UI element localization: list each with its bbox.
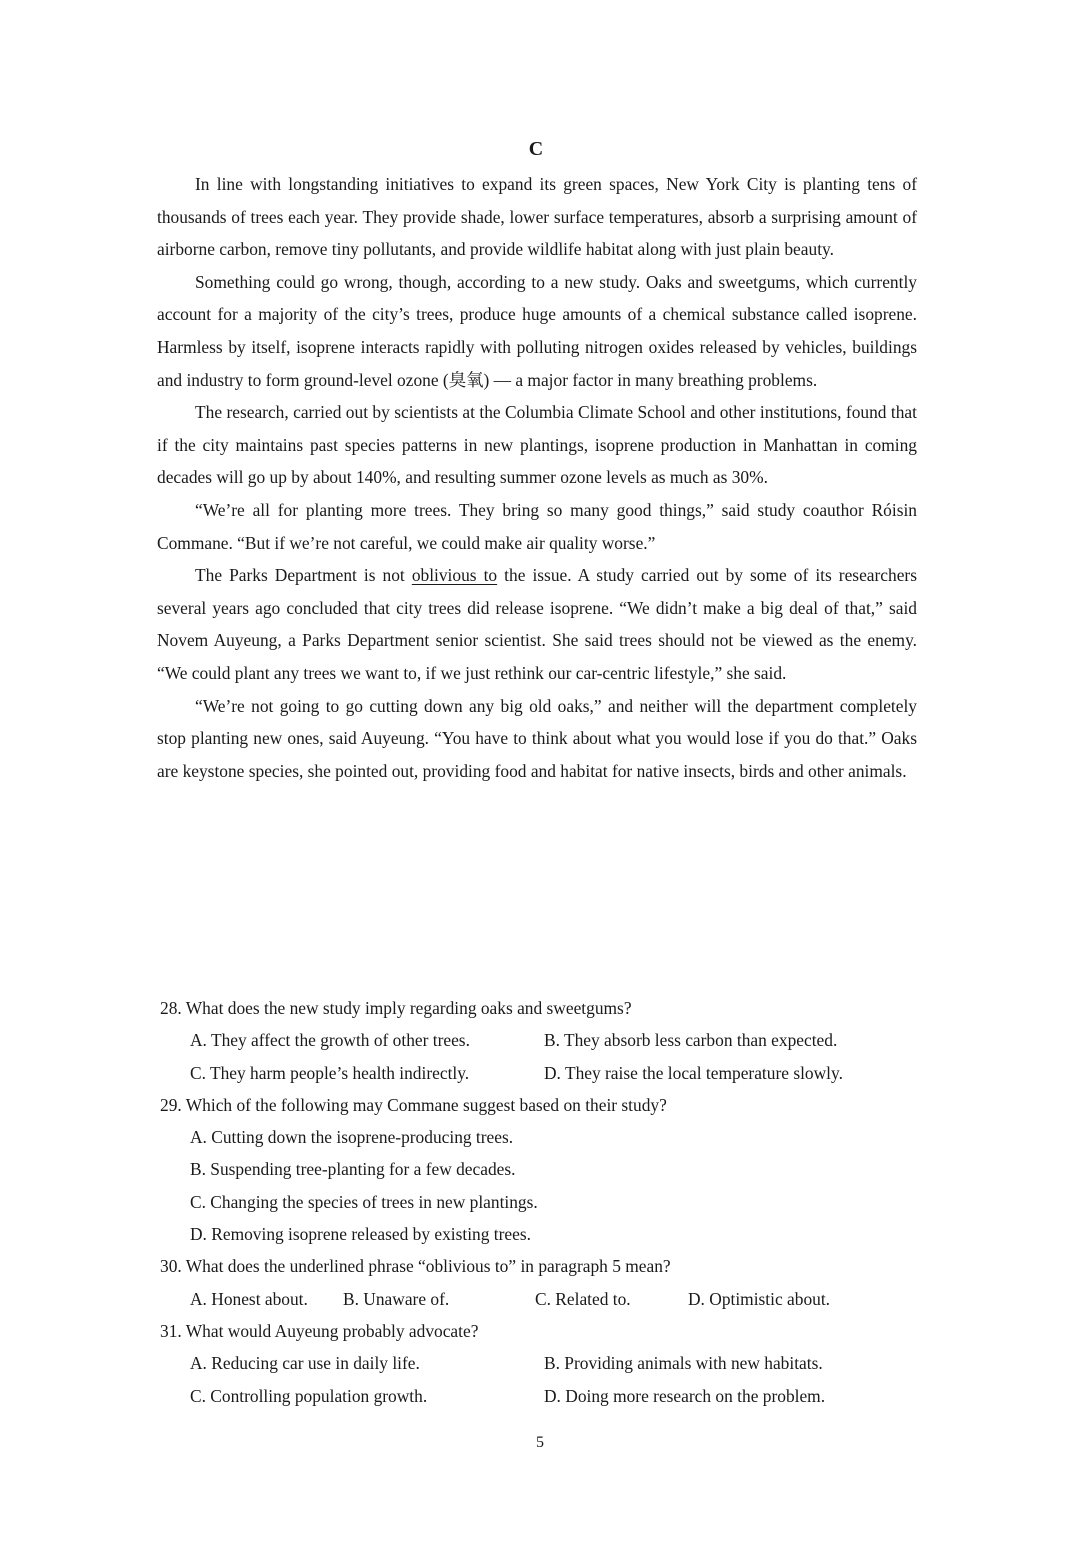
option-b: B. Suspending tree-planting for a few decades. xyxy=(190,1159,516,1180)
question-list xyxy=(160,992,920,1412)
option-d: D. Removing isoprene released by existing trees. xyxy=(190,1224,531,1245)
option-c: C. Controlling population growth. xyxy=(190,1385,428,1406)
option-row xyxy=(160,1283,920,1315)
question-stem: 28. What does the new study imply regarding oaks and sweetgums? xyxy=(160,998,632,1018)
option-b: B. Unaware of. xyxy=(343,1288,450,1309)
option-row xyxy=(160,1347,920,1379)
paragraph-5 xyxy=(157,559,917,689)
underlined-phrase: oblivious to xyxy=(411,565,498,586)
question-31 xyxy=(160,1315,920,1412)
option-row xyxy=(160,1024,920,1056)
paragraph-5-start: The Parks Department is not xyxy=(195,565,412,586)
paragraph-6: “We’re not going to go cutting down any big old oaks,” and neither will the department completely stop planting new ones, said Auyeung. “You have to think about what you would lose if you do that.” Oaks are keystone species, she pointed out, providing food and habitat for native insects, birds and other animals. xyxy=(157,695,917,781)
page-number: 5 xyxy=(536,1434,544,1451)
option-a: A. Reducing car use in daily life. xyxy=(190,1353,420,1374)
paragraph-2: Something could go wrong, though, according to a new study. Oaks and sweetgums, which currently account for a majority of the city’s trees, produce huge amounts of a chemical substance called isoprene. Harmless by itself, isoprene interacts rapidly with polluting nitrogen oxides released by vehicles, buildings and industry to form ground-level ozone (臭氧) — a major factor in many breathing problems. xyxy=(157,271,917,390)
option-c: C. Changing the species of trees in new plantings. xyxy=(190,1191,538,1212)
option-d: D. They raise the local temperature slowly. xyxy=(544,1062,843,1083)
paragraph-5-rest: the issue. A study carried out by some of its researchers several years ago concluded that city trees did release isoprene. “We didn’t make a big deal of that,” said Novem Auyeung, a Parks Department senior scientist. She said trees should not be viewed as the enemy. “We could plant any trees we want to, if we just rethink our car-centric lifestyle,” she said. xyxy=(157,565,917,683)
section-heading: C xyxy=(528,138,544,160)
paragraph-4: “We’re all for planting more trees. They bring so many good things,” said study coauthor Róisin Commane. “But if we’re not careful, we could make air quality worse.” xyxy=(157,499,917,553)
question-29 xyxy=(160,1089,920,1250)
paragraph-3: The research, carried out by scientists at the Columbia Climate School and other institutions, found that if the city maintains past species patterns in new plantings, isoprene production in Manhattan in coming decades will go up by about 140%, and resulting summer ozone levels as much as 30%. xyxy=(157,402,917,488)
option-d: D. Optimistic about. xyxy=(688,1288,831,1309)
option-a: A. Cutting down the isoprene-producing trees. xyxy=(190,1127,514,1148)
question-stem: 31. What would Auyeung probably advocate? xyxy=(160,1320,479,1341)
option-c: C. They harm people’s health indirectly. xyxy=(190,1062,470,1083)
option-b: B. They absorb less carbon than expected. xyxy=(544,1030,838,1051)
option-a: A. Honest about. xyxy=(190,1288,308,1309)
option-a: A. They affect the growth of other trees. xyxy=(190,1030,470,1051)
option-row xyxy=(160,1057,920,1089)
question-stem: 29. Which of the following may Commane suggest based on their study? xyxy=(160,1094,667,1115)
option-c: C. Related to. xyxy=(535,1288,631,1309)
option-d: D. Doing more research on the problem. xyxy=(544,1385,826,1406)
question-30 xyxy=(160,1250,920,1315)
question-stem: 30. What does the underlined phrase “oblivious to” in paragraph 5 mean? xyxy=(160,1256,671,1277)
option-row xyxy=(160,1380,920,1412)
option-b: B. Providing animals with new habitats. xyxy=(544,1353,823,1374)
paragraph-1: In line with longstanding initiatives to expand its green spaces, New York City is planting tens of thousands of trees each year. They provide shade, lower surface temperatures, absorb a surprising amount of airborne carbon, remove tiny pollutants, and provide wildlife habitat along with just plain beauty. xyxy=(157,174,917,260)
reading-passage xyxy=(157,168,917,787)
question-28 xyxy=(160,992,920,1089)
